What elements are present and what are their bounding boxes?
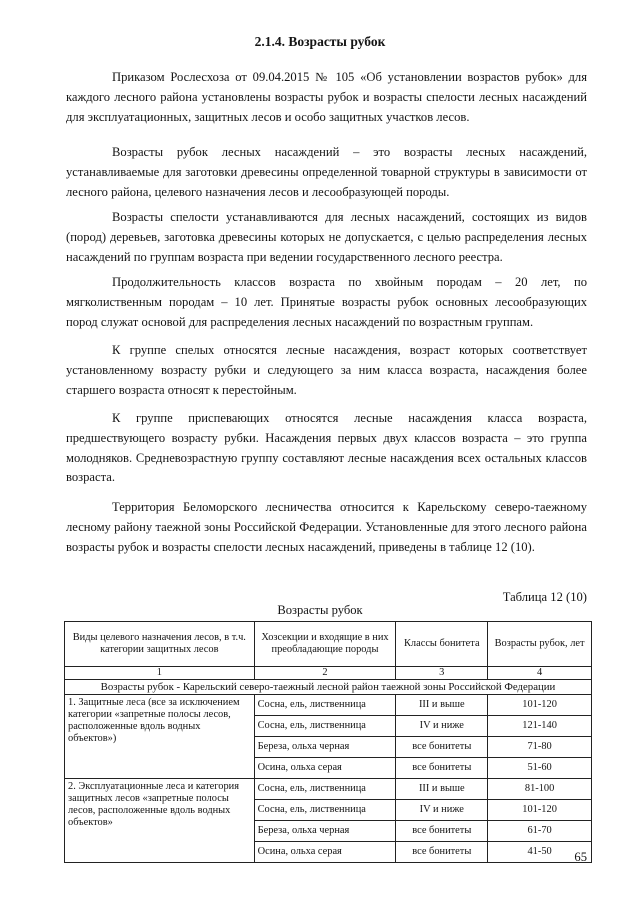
region-row [65,680,592,695]
paragraph-6: К группе приспевающих относятся лесные насаждения класса возраста, предшествующего возрасту рубки. Насаждения первых двух классов возраста – это группа молодняков. Средневозрастную группу составляют лесные насаждения всех остальных классов возраста. [66,411,587,485]
species-cell: Осина, ольха серая [254,758,396,779]
species-cell: Береза, ольха черная [254,737,396,758]
age-cell: 71-80 [488,737,592,758]
bonitet-cell: III и выше [396,695,488,716]
paragraph-2: Возрасты рубок лесных насаждений – это возрасты лесных насаждений, устанавливаемые для заготовки древесины определенной товарной структуры в зависимости от лесного района, целевого назначения лесов и лесообразующей породы. [66,145,587,199]
age-cell: 101-120 [488,800,592,821]
species-cell: Сосна, ель, лиственница [254,779,396,800]
paragraph-3: Возрасты спелости устанавливаются для лесных насаждений, состоящих из видов (пород) деревьев, заготовка древесины которых не допускается, с целью распределения лесных насаждений по группам возраста при ведении государственного лесного реестра. [66,210,587,264]
cutting-age-table [64,621,592,863]
page-number: 65 [574,850,587,864]
header-purpose: Виды целевого назначения лесов, в т.ч. категории защитных лесов [65,622,255,667]
section-heading: 2.1.4. Возрасты рубок [254,34,386,49]
table-number: Таблица 12 (10) [502,590,587,604]
age-cell: 101-120 [488,695,592,716]
age-cell: 121-140 [488,716,592,737]
species-cell: Осина, ольха серая [254,842,396,863]
age-cell: 61-70 [488,821,592,842]
age-cell: 41-50 [488,842,592,863]
bonitet-cell: все бонитеты [396,842,488,863]
table-title: Возрасты рубок [277,603,363,617]
bonitet-cell: все бонитеты [396,737,488,758]
category-cell: 2. Эксплуатационные леса и категория защитных лесов «запретные полосы лесов, расположенные вдоль водных объектов» [65,779,255,863]
bonitet-cell: IV и ниже [396,800,488,821]
header-species: Хозсекции и входящие в них преобладающие породы [254,622,396,667]
paragraph-1: Приказом Рослесхоза от 09.04.2015 № 105 «Об установлении возрастов рубок» для каждого лесного района установлены возрасты рубок и возрасты спелости лесных насаждений для эксплуатационных, защитных лесов и особо защитных участков лесов. [66,70,587,124]
header-age: Возрасты рубок, лет [488,622,592,667]
column-number: 3 [396,667,488,680]
species-cell: Сосна, ель, лиственница [254,695,396,716]
region-label: Возрасты рубок - Карельский северо-таежный лесной район таежной зоны Российской Федерации [65,680,592,695]
age-cell: 81-100 [488,779,592,800]
species-cell: Сосна, ель, лиственница [254,716,396,737]
paragraph-7: Территория Беломорского лесничества относится к Карельскому северо-таежному лесному району таежной зоны Российской Федерации. Установленные для этого лесного района возрасты рубок и возрасты спелости лесных насаждений, приведены в таблице 12 (10). [66,500,587,554]
column-number-row [65,667,592,680]
category-cell: 1. Защитные леса (все за исключением категории «запретные полосы лесов, расположенные вдоль водных объектов») [65,695,255,779]
paragraph-4: Продолжительность классов возраста по хвойным породам – 20 лет, по мягколиственным породам – 10 лет. Принятые возрасты рубок основных лесообразующих пород служат основой для распределения лесных насаждений по возрастным группам. [66,275,587,329]
bonitet-cell: III и выше [396,779,488,800]
column-number: 1 [65,667,255,680]
species-cell: Береза, ольха черная [254,821,396,842]
table-row [65,695,592,716]
paragraph-5: К группе спелых относятся лесные насаждения, возраст которых соответствует установленному возрасту рубки и следующего за ним класса возраста, насаждения более старшего возраста относят к перестойным. [66,343,587,397]
header-bonitet: Классы бонитета [396,622,488,667]
column-number: 4 [488,667,592,680]
species-cell: Сосна, ель, лиственница [254,800,396,821]
table-row [65,779,592,800]
column-number: 2 [254,667,396,680]
bonitet-cell: все бонитеты [396,758,488,779]
bonitet-cell: IV и ниже [396,716,488,737]
table-header-row [65,622,592,667]
bonitet-cell: все бонитеты [396,821,488,842]
age-cell: 51-60 [488,758,592,779]
